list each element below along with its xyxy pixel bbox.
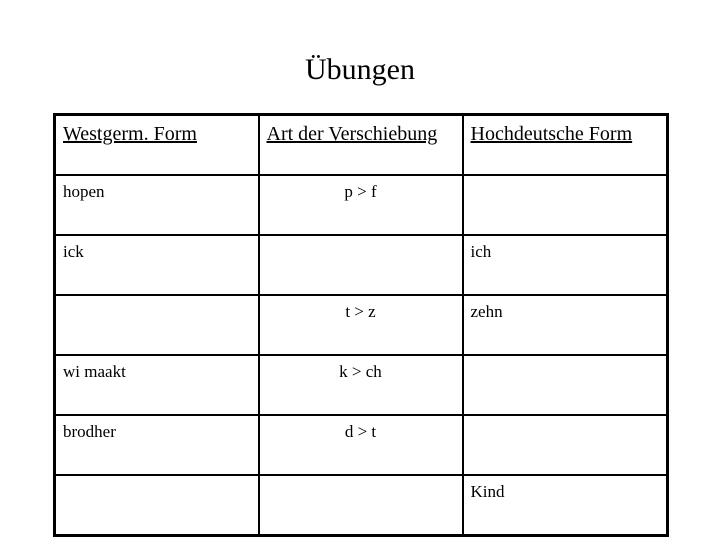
cell-westgerm xyxy=(55,475,259,536)
table-row xyxy=(55,235,668,295)
table-row xyxy=(55,295,668,355)
cell-verschiebung xyxy=(259,475,463,536)
header-art-der-verschiebung: Art der Verschiebung xyxy=(259,115,463,176)
table-header-row xyxy=(55,115,668,176)
cell-westgerm xyxy=(55,295,259,355)
cell-westgerm: brodher xyxy=(55,415,259,475)
table-row xyxy=(55,415,668,475)
table-row xyxy=(55,175,668,235)
cell-verschiebung: t > z xyxy=(259,295,463,355)
cell-hochdeutsch xyxy=(463,415,668,475)
cell-hochdeutsch xyxy=(463,175,668,235)
cell-hochdeutsch: Kind xyxy=(463,475,668,536)
cell-westgerm: wi maakt xyxy=(55,355,259,415)
cell-verschiebung: k > ch xyxy=(259,355,463,415)
cell-verschiebung: d > t xyxy=(259,415,463,475)
slide-title: Übungen xyxy=(305,53,415,86)
cell-hochdeutsch xyxy=(463,355,668,415)
header-westgerm-form: Westgerm. Form xyxy=(55,115,259,176)
header-hochdeutsche-form: Hochdeutsche Form xyxy=(463,115,668,176)
table-row xyxy=(55,355,668,415)
cell-westgerm: ick xyxy=(55,235,259,295)
cell-westgerm: hopen xyxy=(55,175,259,235)
cell-verschiebung: p > f xyxy=(259,175,463,235)
cell-hochdeutsch: ich xyxy=(463,235,668,295)
exercise-table xyxy=(53,113,669,537)
table-row xyxy=(55,475,668,536)
cell-hochdeutsch: zehn xyxy=(463,295,668,355)
cell-verschiebung xyxy=(259,235,463,295)
